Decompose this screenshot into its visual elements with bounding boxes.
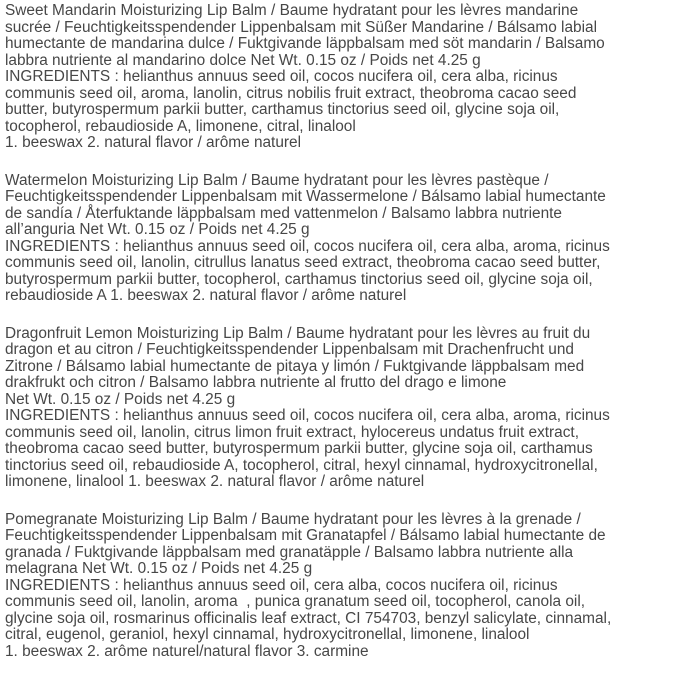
- label-text-line: communis seed oil, aroma, lanolin, citrus nobilis fruit extract, theobroma cacao seed: [5, 84, 577, 102]
- label-text-line: sucrée / Feuchtigkeitsspendender Lippenbalsam mit Süßer Mandarine / Bálsamo labial: [5, 18, 597, 36]
- label-text-line: humectante de mandarina dulce / Fuktgivande läppbalsam med söt mandarin / Balsamo: [5, 35, 605, 52]
- label-text-line: Dragonfruit Lemon Moisturizing Lip Balm / Baume hydratant pour les lèvres au fruit du: [5, 324, 591, 342]
- label-text-line: INGREDIENTS : helianthus annuus seed oil, cocos nucifera oil, cera alba, ricinus: [5, 68, 558, 85]
- label-text-line: INGREDIENTS : helianthus annuus seed oil, cocos nucifera oil, cera alba, aroma, ricinus: [5, 237, 610, 255]
- label-text-line: rebaudioside A 1. beeswax 2. natural flavor / arôme naturel: [5, 287, 407, 304]
- product-section-watermelon: [5, 173, 677, 305]
- product-section-sweet-mandarin: [5, 3, 677, 152]
- label-text-line: communis seed oil, lanolin, citrullus lanatus seed extract, theobroma cacao seed butter,: [5, 254, 601, 271]
- label-text-line: 1. beeswax 2. natural flavor / arôme naturel: [5, 134, 301, 151]
- label-text-line: drakfrukt och citron / Balsamo labbra nutriente al frutto del drago e limone: [5, 374, 507, 391]
- label-text-line: citral, eugenol, geraniol, hexyl cinnamal, hydroxycitronellal, limonene, linalool: [5, 626, 530, 643]
- label-text-line: granada / Fuktgivande läppbalsam med granatäpple / Balsamo labbra nutriente alla: [5, 543, 574, 561]
- label-text-line: dragon et au citron / Feuchtigkeitsspendender Lippenbalsam mit Drachenfrucht und: [5, 341, 574, 358]
- label-text-line: INGREDIENTS : helianthus annuus seed oil, cocos nucifera oil, cera alba, aroma, ricinus: [5, 407, 610, 424]
- label-text-line: Net Wt. 0.15 oz / Poids net 4.25 g: [5, 390, 236, 408]
- label-text-line: all’anguria Net Wt. 0.15 oz / Poids net 4.25 g: [5, 221, 310, 238]
- label-text-line: glycine soja oil, rosmarinus officinalis leaf extract, CI 754703, benzyl salicylate, cinnamal,: [5, 609, 612, 627]
- label-text-line: Zitrone / Bálsamo labial humectante de pitaya y limón / Fuktgivande läppbalsam med: [5, 357, 585, 375]
- label-text-line: melagrana Net Wt. 0.15 oz / Poids net 4.25 g: [5, 560, 313, 577]
- label-text-line: tocopherol, rebaudioside A, limonene, citral, linalool: [5, 117, 356, 135]
- label-text-line: Pomegranate Moisturizing Lip Balm / Baume hydratant pour les lèvres à la grenade /: [5, 510, 581, 528]
- label-text-line: INGREDIENTS : helianthus annuus seed oil, cera alba, cocos nucifera oil, ricinus: [5, 576, 558, 594]
- label-text-line: 1. beeswax 2. arôme naturel/natural flavor 3. carmine: [5, 642, 369, 660]
- label-text-line: butter, butyrospermum parkii butter, carthamus tinctorius seed oil, glycine soja oil,: [5, 101, 560, 118]
- label-text-line: theobroma cacao seed butter, butyrospermum parkii butter, glycine soja oil, carthamus: [5, 440, 593, 457]
- label-text-line: communis seed oil, lanolin, citrus limon fruit extract, hylocereus undatus fruit extract,: [5, 423, 579, 441]
- label-text-line: labbra nutriente al mandarino dolce Net Wt. 0.15 oz / Poids net 4.25 g: [5, 51, 481, 69]
- label-text-line: butyrospermum parkii butter, tocopherol, carthamus tinctorius seed oil, glycine soja oil,: [5, 270, 593, 288]
- label-text-line: limonene, linalool 1. beeswax 2. natural flavor / arôme naturel: [5, 473, 425, 490]
- label-text-line: Feuchtigkeitsspendender Lippenbalsam mit Granatapfel / Bálsamo labial humectante de: [5, 527, 606, 544]
- label-text-line: communis seed oil, lanolin, aroma , punica granatum seed oil, tocopherol, canola oil,: [5, 593, 586, 610]
- label-text-line: Feuchtigkeitsspendender Lippenbalsam mit Wassermelone / Bálsamo labial humectante: [5, 188, 606, 205]
- label-text-line: Sweet Mandarin Moisturizing Lip Balm / Baume hydratant pour les lèvres mandarine: [5, 2, 579, 19]
- product-section-dragonfruit-lemon: [5, 326, 677, 491]
- label-text-line: Watermelon Moisturizing Lip Balm / Baume hydratant pour les lèvres pastèque /: [5, 171, 549, 189]
- product-section-pomegranate: [5, 512, 677, 661]
- label-text-line: de sandía / Återfuktande läppbalsam med vattenmelon / Balsamo labbra nutriente: [5, 204, 562, 222]
- label-text-line: tinctorius seed oil, rebaudioside A, tocopherol, citral, hexyl cinnamal, hydroxycitronellal,: [5, 456, 598, 474]
